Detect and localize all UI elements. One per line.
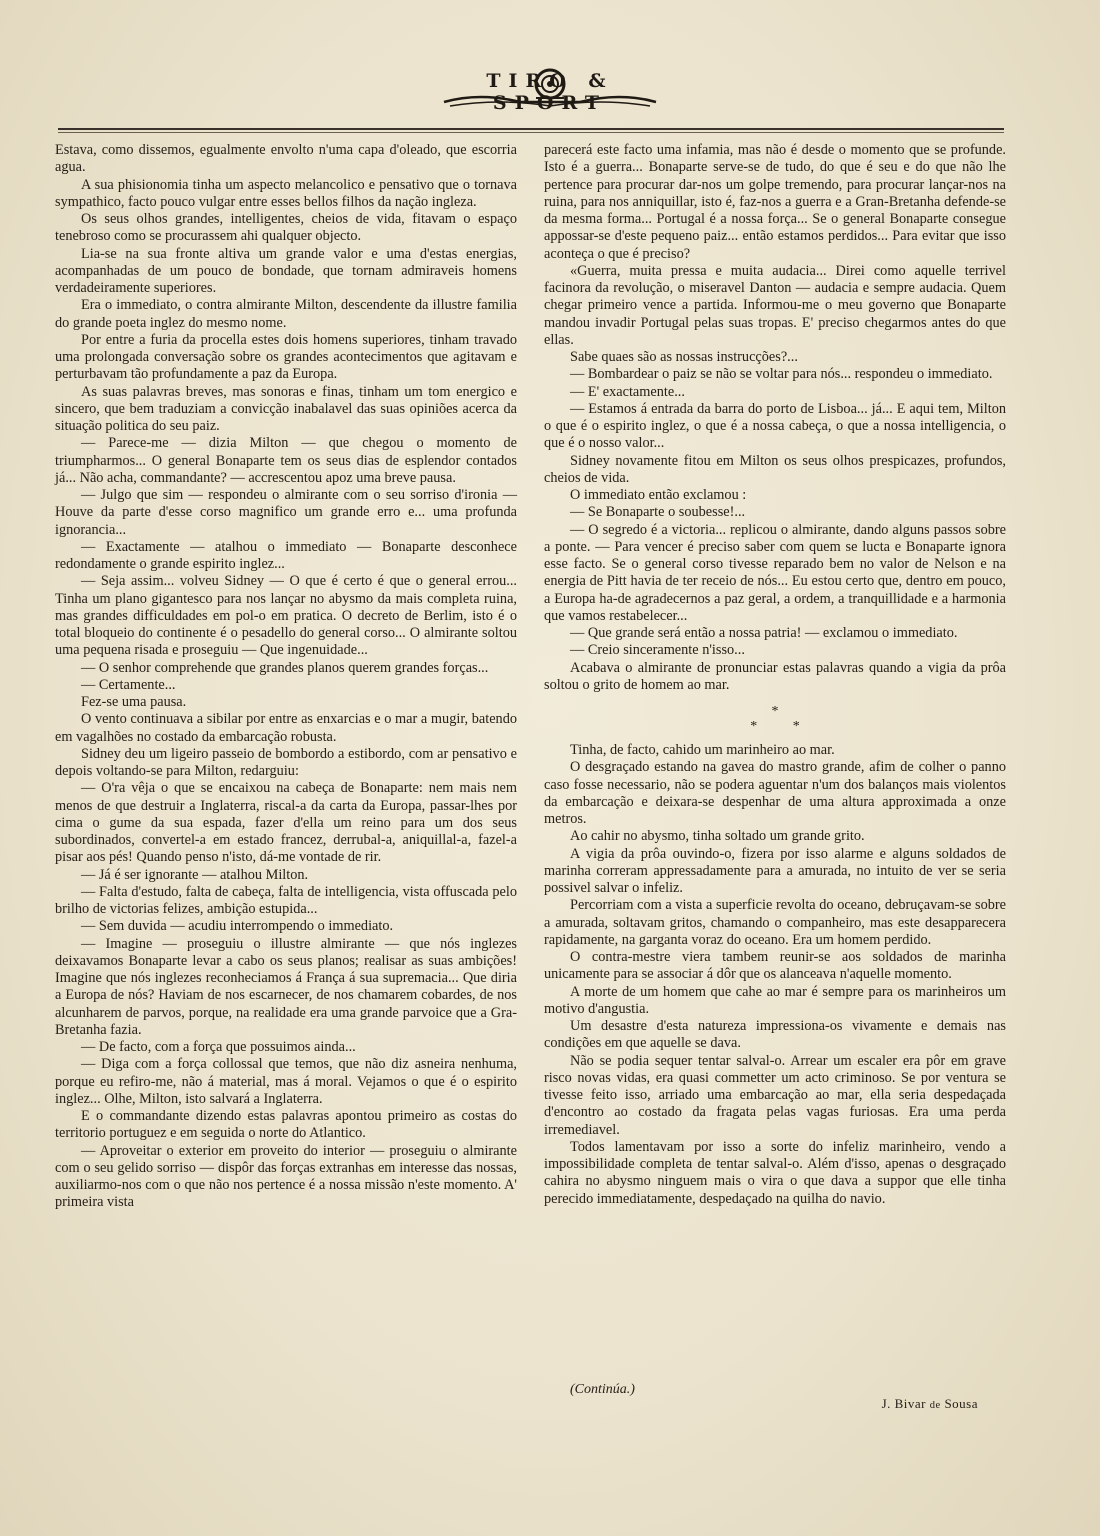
header-rule-thin [58,132,1004,133]
paragraph: — Já é ser ignorante — atalhou Milton. [81,866,309,883]
section-separator [544,704,1006,734]
paragraph: — E' exactamente... [570,383,685,400]
author-last-name: Sousa [944,1396,978,1411]
right-column [544,142,1006,1208]
paragraph: — O'ra vêja o que se encaixou na cabeça de Bonaparte: nem mais nem menos de que destruir a Inglaterra, riscal-a da carta da Europa, passar-lhes por cima o gume da sua espada, fazer d'ella um reino para um dos seus subordinados, convertel-a em estado francez, derrubal-a, aniquillal-a, fazel-a pisar aos pés! Quando penso n'isto, dá-me vontade de rir. [55,780,517,866]
author-initial: J. [881,1396,891,1411]
paragraph: Era o immediato, o contra almirante Milton, descendente da illustre familia do grande poeta inglez do mesmo nome. [55,297,517,331]
paragraph: Por entre a furia da procella estes dois homens superiores, tinham travado uma prolongada conversação sobre os grandes acontecimentos que agitavam e perturbavam tão profundamente a paz da Europa. [55,331,517,383]
paragraph: Fez-se uma pausa. [81,694,187,710]
author-first-name: Bivar [894,1396,927,1411]
paragraph: Tinha, de facto, cahido um marinheiro ao mar. [570,742,835,758]
paragraph: «Guerra, muita pressa e muita audacia... Direi como aquelle terrivel facinora da revolução, o miseravel Danton — audacia e sempre audacia. Quem chegar primeiro vence a partida. Informou-me o meu governo que Bonaparte mandou invadir Portugal pelas suas tropas. E' preciso chegarmos antes do que ellas. [544,262,1006,348]
paragraph: As suas palavras breves, mas sonoras e finas, tinham um tom energico e sincero, que bem traduziam a convicção inabalavel das suas opiniões acerca da situação politica do seu paiz. [55,383,517,434]
paragraph: — Seja assim... volveu Sidney — O que é certo é que o general errou... Tinha um plano gigantesco para nos lançar no abysmo da mais completa ruina, mas grandes difficuldades em pol-o em pratica. O decreto de Berlim, isto é o total bloqueio do continente é o pesadello do general corso... O almirante soltou uma pequena risada e proseguiu — Que ingenuidade... [55,573,517,659]
paragraph: Todos lamentavam por isso a sorte do infeliz marinheiro, vendo a impossibilidade completa de tentar salval-o. Além d'isso, apenas o desgraçado cahira no abysmo ninguem mais o vira o que dava a suppor que elle tinha perecido immediatamente, despedaçado na quilha do navio. [544,1138,1006,1207]
paragraph: Ao cahir no abysmo, tinha soltado um grande grito. [570,828,865,845]
paragraph: — Se Bonaparte o soubesse!... [570,504,746,521]
paragraph: — Estamos á entrada da barra do porto de Lisboa... já... E aqui tem, Milton o que é o espirito inglez, o que é a nossa cabeça, o que a nossa intelligencia, o que é o nosso valor... [544,400,1006,452]
paragraph: A vigia da prôa ouvindo-o, fizera por isso alarme e alguns soldados de marinha correram appressadamente para a amurada, no intuito de ver se seria possivel salvar o infeliz. [544,845,1006,896]
paragraph: — O senhor comprehende que grandes planos querem grandes forças... [81,659,489,676]
paragraph: — Bombardear o paiz se não se voltar para nós... respondeu o immediato. [570,366,993,383]
paragraph: parecerá este facto uma infamia, mas não é desde o momento que se profunde. Isto é a guerra... Bonaparte serve-se de tudo, do que é seu e do que não lhe pertence para procurar dar-nos um golpe tremendo, para procurar lançar-nos na ruina, para nos anniquillar, isto é, faz-nos a guerra e a Gran-Bretanha defende-se da mesma forma... Portugal é a nossa força... Se o general Bonaparte consegue appossar-se d'este pequeno paiz... então estamos perdidos... Para evitar que isso aconteça o que é preciso? [544,142,1006,262]
paragraph: Sidney novamente fitou em Milton os seus olhos prespicazes, profundos, cheios de vida. [544,452,1006,486]
paragraph: Lia-se na sua fronte altiva um grande valor e uma d'estas energias, acompanhadas de um pouco de bondade, que tornam admiraveis homens verdadeiramente superiores. [55,245,517,296]
author-byline [882,1396,978,1412]
paragraph: Um desastre d'esta natureza impressiona-os vivamente e demais nas condições em que aquelle se dava. [544,1018,1006,1052]
paragraph: — De facto, com a força que possuimos ainda... [81,1039,356,1055]
paragraph: A sua phisionomia tinha um aspecto melancolico e pensativo que o tornava sympathico, facto pouco vulgar entre esses bellos filhos da nação ingleza. [55,176,517,210]
paragraph: — Creio sinceramente n'isso... [570,642,745,659]
paragraph: A morte de um homem que cahe ao mar é sempre para os marinheiros um motivo d'angustia. [544,983,1006,1017]
paragraph: Sidney deu um ligeiro passeio de bombordo a estibordo, com ar pensativo e depois voltando-se para Milton, redarguiu: [55,745,517,779]
left-column [55,142,517,1212]
paragraph: Acabava o almirante de pronunciar estas palavras quando a vigia da prôa soltou o grito de homem ao mar. [544,659,1006,693]
paragraph: — O segredo é a victoria... replicou o almirante, dando alguns passos sobre a ponte. — Para vencer é preciso saber com quem se lucta e Bonaparte ignora esse facto. Se o general corso tivesse reparado bem no valor de Nelson e na energia de Pitt havia de ter receio de nós... Eu estou certo que, dentro em pouco, a Europa ha-de agradecernos a paz geral, a ordem, a tranquillidade e a harmonia que vamos restabelecer... [544,521,1006,624]
paragraph: — Sem duvida — acudiu interrompendo o immediato. [81,918,394,935]
paragraph: — Aproveitar o exterior em proveito do interior — proseguiu o almirante com o seu gelido sorriso — dispôr das forças extranhas em interesse das nossas, auxiliarmo-nos com o que não nos pertence é a nossa missão n'este momento. A' primeira vista [55,1142,517,1211]
article-footer [560,1380,978,1420]
separator-star-top: * [771,704,779,719]
paragraph: — Imagine — proseguiu o illustre almirante — que nós inglezes deixavamos Bonaparte levar a cabo os seus planos; realisar as suas ambições! Imagine que nós inglezes reconheciamos á França á sua supremacia... Que diria a Europa de nós? Haviam de nos escarnecer, de nos chamarem cobardes, de nos alcunharem de parvos, porque, na realidade era uma grande parvoice que a Gra-Bretanha fazia. [55,935,517,1038]
header-rule [58,128,1004,130]
paragraph: Percorriam com a vista a superficie revolta do oceano, debruçavam-se sobre a amurada, soltavam gritos, chamando o companheiro, mas este desapparecera rapidamente, na garganta voraz do oceano. Era um homem perdido. [544,897,1006,948]
paragraph: O desgraçado estando na gavea do mastro grande, afim de colher o panno caso fosse necessario, não se podera aguentar n'um dos balanços mais violentos da embarcação e deixara-se despenhar de uma altura approximada a onze metros. [544,759,1006,827]
paragraph: Sabe quaes são as nossas instrucções?... [570,349,798,365]
paragraph: — Falta d'estudo, falta de cabeça, falta de intelligencia, vista offuscada pelo brilho de victorias felizes, ambição estupida... [55,883,517,917]
paragraph: E o commandante dizendo estas palavras apontou primeiro as costas do territorio portuguez e em seguida o norte do Atlantico. [55,1108,517,1142]
paragraph: — Diga com a força collossal que temos, que não diz asneira nenhuma, porque eu refiro-me, não á material, mas á moral. Vejamos o que é o espirito inglez... Olhe, Milton, isto salvará a Inglaterra. [55,1056,517,1107]
paragraph: O immediato então exclamou : [570,487,747,503]
author-particle: de [929,1400,941,1411]
masthead-title: TIRO & SPORT [486,70,614,114]
separator-stars-bottom: * * [750,719,816,734]
paragraph: — Certamente... [81,676,176,693]
continued-note: (Continúa.) [570,1382,635,1397]
paragraph: — Exactamente — atalhou o immediato — Bonaparte desconhece redondamente o grande espirito inglez... [55,538,517,572]
paragraph: O vento continuava a sibilar por entre as enxarcias e o mar a mugir, batendo em vagalhões no costado da embarcação robusta. [55,711,517,745]
paragraph: Os seus olhos grandes, intelligentes, cheios de vida, fitavam o espaço tenebroso como se procurassem ahi qualquer objecto. [55,211,517,245]
paragraph: Estava, como dissemos, egualmente envolto n'uma capa d'oleado, que escorria agua. [55,142,517,176]
paragraph: Não se podia sequer tentar salval-o. Arrear um escaler era pôr em grave risco novas vidas, era quasi commetter um acto criminoso. Se por ventura se tivesse feito isso, arriado uma embarcação ao mar, ella seria despedaçada d'encontro ao costado da fragata pelas vagas furiosas. Era uma perda irremediavel. [544,1052,1006,1138]
masthead-logo [440,62,660,112]
paragraph: — Parece-me — dizia Milton — que chegou o momento de triumpharmos... O general Bonaparte tem os seus dias de esplendor contados já... Não acha, commandante? — accrescentou apoz uma breve pausa. [55,435,517,486]
paragraph: — Julgo que sim — respondeu o almirante com o seu sorriso d'ironia — Houve da parte d'esse corso magnifico um grande erro e... uma profunda ignorancia... [55,487,517,538]
paragraph: — Que grande será então a nossa patria! — exclamou o immediato. [570,625,958,641]
paragraph: O contra-mestre viera tambem reunir-se aos soldados de marinha unicamente para se associar á dôr que os alanceava n'aquelle momento. [544,949,1006,983]
